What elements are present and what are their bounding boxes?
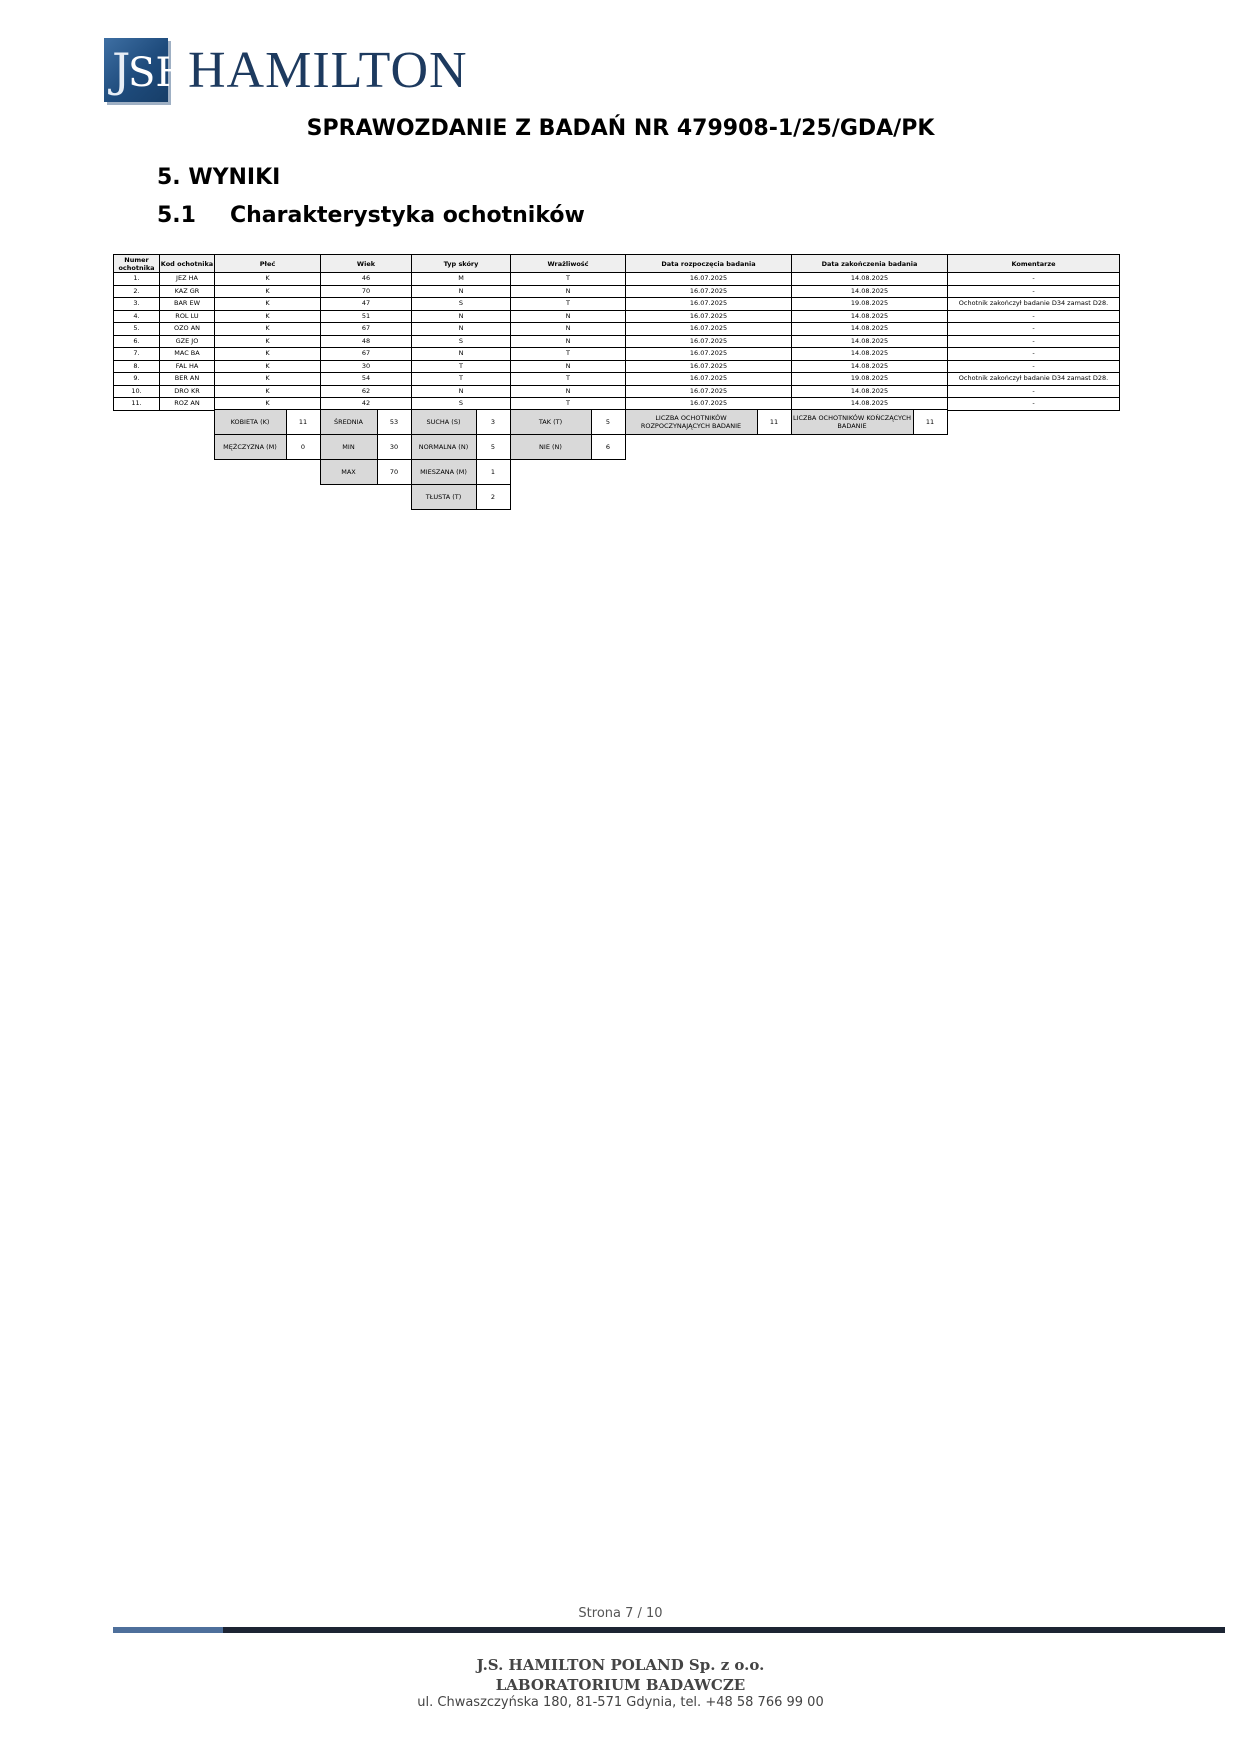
- table-cell: 11.: [114, 398, 160, 411]
- subsection-title: [157, 203, 585, 228]
- table-cell: -: [948, 323, 1120, 336]
- value-max: 70: [377, 460, 411, 485]
- table-cell: 9.: [114, 373, 160, 386]
- table-cell: 6.: [114, 335, 160, 348]
- table-row: [114, 310, 1120, 323]
- table-cell: 14.08.2025: [792, 285, 948, 298]
- label-tlusta: TŁUSTA (T): [411, 485, 476, 510]
- table-cell: JEZ HA: [160, 273, 215, 286]
- table-row: [114, 385, 1120, 398]
- table-cell: 14.08.2025: [792, 398, 948, 411]
- table-cell: 14.08.2025: [792, 310, 948, 323]
- column-header: Wiek: [321, 255, 412, 273]
- table-cell: ROL LU: [160, 310, 215, 323]
- label-kobieta: KOBIETA (K): [214, 410, 286, 435]
- table-cell: N: [412, 385, 511, 398]
- value-tlusta: 2: [476, 485, 510, 510]
- footer-company: [0, 1655, 1241, 1695]
- summary-row-1: [113, 410, 1119, 435]
- table-cell: K: [215, 335, 321, 348]
- table-cell: K: [215, 360, 321, 373]
- column-header: Komentarze: [948, 255, 1120, 273]
- table-cell: 16.07.2025: [626, 285, 792, 298]
- table-cell: GZE JO: [160, 335, 215, 348]
- table-cell: N: [511, 360, 626, 373]
- table-row: [114, 360, 1120, 373]
- company-name: J.S. HAMILTON POLAND Sp. z o.o.: [476, 1656, 765, 1674]
- table-cell: K: [215, 310, 321, 323]
- table-cell: 51: [321, 310, 412, 323]
- table-cell: 16.07.2025: [626, 335, 792, 348]
- label-srednia: ŚREDNIA: [320, 410, 377, 435]
- value-sucha: 3: [476, 410, 510, 435]
- table-cell: -: [948, 348, 1120, 361]
- summary-table: [113, 409, 1119, 510]
- table-cell: 3.: [114, 298, 160, 311]
- table-cell: N: [412, 348, 511, 361]
- value-starting-count: 11: [757, 410, 791, 435]
- table-cell: 14.08.2025: [792, 273, 948, 286]
- logo-wordmark: HAMILTON: [188, 41, 468, 99]
- subsection-number: 5.1: [157, 203, 196, 228]
- table-cell: MAC BA: [160, 348, 215, 361]
- label-normalna: NORMALNA (N): [411, 435, 476, 460]
- table-cell: S: [412, 398, 511, 411]
- table-cell: N: [412, 285, 511, 298]
- table-cell: K: [215, 398, 321, 411]
- column-header: Numer ochotnika: [114, 255, 160, 273]
- table-cell: OZO AN: [160, 323, 215, 336]
- value-tak: 5: [591, 410, 625, 435]
- page-number: Strona 7 / 10: [578, 1606, 663, 1621]
- table-cell: N: [412, 323, 511, 336]
- table-row: [114, 273, 1120, 286]
- label-nie: NIE (N): [510, 435, 591, 460]
- column-header: Kod ochotnika: [160, 255, 215, 273]
- table-cell: 16.07.2025: [626, 373, 792, 386]
- value-finishing-count: 11: [913, 410, 947, 435]
- table-cell: 16.07.2025: [626, 273, 792, 286]
- table-row: [114, 298, 1120, 311]
- logo-mark-icon: J SH: [104, 38, 168, 102]
- subsection-text: Charakterystyka ochotników: [230, 203, 585, 228]
- volunteers-table: [113, 254, 1120, 411]
- table-cell: T: [511, 298, 626, 311]
- table-cell: 8.: [114, 360, 160, 373]
- table-cell: 48: [321, 335, 412, 348]
- table-cell: K: [215, 285, 321, 298]
- value-kobieta: 11: [286, 410, 320, 435]
- table-cell: 10.: [114, 385, 160, 398]
- column-header: Data rozpoczęcia badania: [626, 255, 792, 273]
- table-cell: 16.07.2025: [626, 310, 792, 323]
- company-address: ul. Chwaszczyńska 180, 81-571 Gdynia, tel. +48 58 766 99 00: [417, 1695, 824, 1710]
- value-normalna: 5: [476, 435, 510, 460]
- table-cell: N: [511, 285, 626, 298]
- value-srednia: 53: [377, 410, 411, 435]
- table-cell: K: [215, 273, 321, 286]
- table-cell: -: [948, 385, 1120, 398]
- table-cell: 1.: [114, 273, 160, 286]
- table-cell: 14.08.2025: [792, 360, 948, 373]
- column-header: Wrażliwość: [511, 255, 626, 273]
- table-cell: K: [215, 373, 321, 386]
- value-nie: 6: [591, 435, 625, 460]
- table-row: [114, 373, 1120, 386]
- label-starting-count: LICZBA OCHOTNIKÓW ROZPOCZYNAJĄCYCH BADANIE: [625, 410, 757, 435]
- table-cell: T: [511, 398, 626, 411]
- table-cell: 47: [321, 298, 412, 311]
- table-cell: 70: [321, 285, 412, 298]
- table-cell: -: [948, 335, 1120, 348]
- table-cell: K: [215, 298, 321, 311]
- table-cell: 16.07.2025: [626, 298, 792, 311]
- label-mieszana: MIESZANA (M): [411, 460, 476, 485]
- summary-row-2: [113, 435, 1119, 460]
- table-cell: 16.07.2025: [626, 348, 792, 361]
- section-title: 5. WYNIKI: [157, 165, 281, 190]
- table-cell: 42: [321, 398, 412, 411]
- value-mezczyzna: 0: [286, 435, 320, 460]
- footer-divider-accent: [113, 1627, 223, 1633]
- table-cell: N: [511, 385, 626, 398]
- table-cell: 62: [321, 385, 412, 398]
- table-cell: N: [511, 323, 626, 336]
- table-cell: 7.: [114, 348, 160, 361]
- table-cell: K: [215, 348, 321, 361]
- table-cell: 16.07.2025: [626, 360, 792, 373]
- label-min: MIN: [320, 435, 377, 460]
- table-cell: FAL HA: [160, 360, 215, 373]
- company-logo: [104, 38, 468, 102]
- table-cell: 46: [321, 273, 412, 286]
- table-cell: T: [511, 373, 626, 386]
- table-cell: 19.08.2025: [792, 298, 948, 311]
- table-header-row: [114, 255, 1120, 273]
- table-cell: -: [948, 360, 1120, 373]
- table-row: [114, 323, 1120, 336]
- footer-divider: [113, 1627, 1225, 1633]
- table-cell: 54: [321, 373, 412, 386]
- value-mieszana: 1: [476, 460, 510, 485]
- report-title: SPRAWOZDANIE Z BADAŃ NR 479908-1/25/GDA/PK: [306, 116, 935, 141]
- table-cell: K: [215, 385, 321, 398]
- table-row: [114, 285, 1120, 298]
- label-max: MAX: [320, 460, 377, 485]
- table-cell: S: [412, 335, 511, 348]
- table-cell: N: [511, 310, 626, 323]
- table-cell: 4.: [114, 310, 160, 323]
- label-mezczyzna: MĘŻCZYZNA (M): [214, 435, 286, 460]
- table-row: [114, 335, 1120, 348]
- table-cell: 14.08.2025: [792, 335, 948, 348]
- table-cell: 67: [321, 348, 412, 361]
- table-cell: 16.07.2025: [626, 323, 792, 336]
- value-min: 30: [377, 435, 411, 460]
- table-cell: BER AN: [160, 373, 215, 386]
- table-cell: BAR EW: [160, 298, 215, 311]
- table-cell: ROZ AN: [160, 398, 215, 411]
- lab-name: LABORATORIUM BADAWCZE: [495, 1676, 746, 1694]
- table-cell: N: [412, 310, 511, 323]
- column-header: Data zakończenia badania: [792, 255, 948, 273]
- label-finishing-count: LICZBA OCHOTNIKÓW KOŃCZĄCYCH BADANIE: [791, 410, 913, 435]
- table-cell: KAZ GR: [160, 285, 215, 298]
- table-cell: 5.: [114, 323, 160, 336]
- table-cell: T: [412, 373, 511, 386]
- table-cell: 16.07.2025: [626, 398, 792, 411]
- table-cell: M: [412, 273, 511, 286]
- label-tak: TAK (T): [510, 410, 591, 435]
- table-cell: 14.08.2025: [792, 323, 948, 336]
- summary-row-3: [113, 460, 1119, 485]
- table-cell: 30: [321, 360, 412, 373]
- table-cell: 2.: [114, 285, 160, 298]
- table-cell: -: [948, 273, 1120, 286]
- table-cell: T: [511, 273, 626, 286]
- table-cell: 14.08.2025: [792, 385, 948, 398]
- table-cell: K: [215, 323, 321, 336]
- table-cell: 67: [321, 323, 412, 336]
- table-cell: -: [948, 398, 1120, 411]
- table-cell: T: [412, 360, 511, 373]
- table-cell: Ochotnik zakończył badanie D34 zamast D28.: [948, 373, 1120, 386]
- table-cell: -: [948, 285, 1120, 298]
- table-row: [114, 348, 1120, 361]
- summary-row-4: [113, 485, 1119, 510]
- table-cell: -: [948, 310, 1120, 323]
- table-cell: Ochotnik zakończył badanie D34 zamast D28.: [948, 298, 1120, 311]
- column-header: Płeć: [215, 255, 321, 273]
- table-cell: T: [511, 348, 626, 361]
- table-cell: 14.08.2025: [792, 348, 948, 361]
- label-sucha: SUCHA (S): [411, 410, 476, 435]
- table-cell: N: [511, 335, 626, 348]
- table-cell: 16.07.2025: [626, 385, 792, 398]
- table-cell: 19.08.2025: [792, 373, 948, 386]
- table-cell: DRO KR: [160, 385, 215, 398]
- column-header: Typ skóry: [412, 255, 511, 273]
- table-cell: S: [412, 298, 511, 311]
